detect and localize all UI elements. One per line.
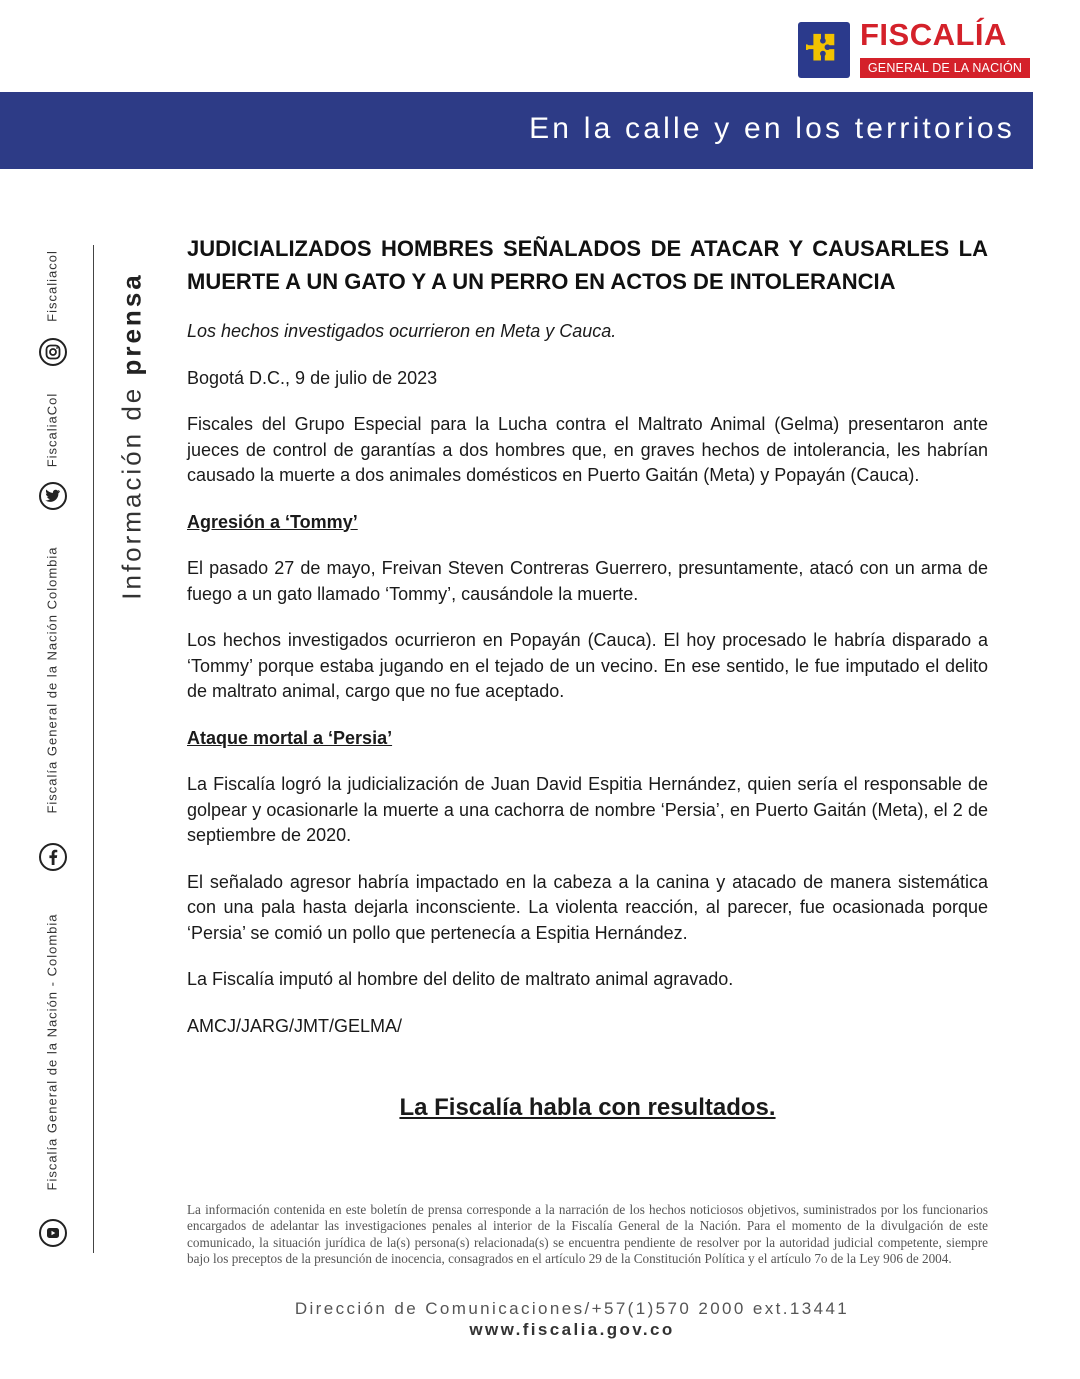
header-banner bbox=[0, 92, 1033, 169]
press-release-body bbox=[187, 232, 988, 1039]
tommy-paragraph-1: El pasado 27 de mayo, Freivan Steven Contreras Guerrero, presuntamente, atacó con un arma de fuego a un gato llamado ‘Tommy’, causándole la muerte. bbox=[187, 558, 988, 604]
sidebar-title-light: Información de bbox=[116, 375, 147, 600]
closing-slogan: La Fiscalía habla con resultados. bbox=[399, 1094, 776, 1121]
intro-paragraph: Fiscales del Grupo Especial para la Lucha contra el Maltrato Animal (Gelma) presentaron ante jueces de control de garantías a dos hombres que, en graves hechos de intolerancia, les habrían causado la muerte a dos animales domésticos en Puerto Gaitán (Meta) y Popayán (Cauca). bbox=[187, 414, 988, 485]
persia-paragraph-1: La Fiscalía logró la judicialización de Juan David Espitia Hernández, quien sería el responsable de golpear y ocasionarle la muerte a una cachorra de nombre ‘Persia’, en Puerto Gaitán (Meta), el 2 de septiembre de 2020. bbox=[187, 774, 988, 845]
tommy-paragraph-2: Los hechos investigados ocurrieron en Popayán (Cauca). El hoy procesado le habría disparado a ‘Tommy’ porque estaba jugando en el tejado de un vecino. En ese sentido, le fue imputado el delito de maltrato animal, cargo que no fue aceptado. bbox=[187, 630, 988, 701]
headline: JUDICIALIZADOS HOMBRES SEÑALADOS DE ATACAR Y CAUSARLES LA MUERTE A UN GATO Y A UN PERRO EN ACTOS DE INTOLERANCIA bbox=[187, 236, 988, 294]
fiscalia-logo bbox=[798, 17, 1034, 80]
instagram-icon[interactable] bbox=[39, 338, 67, 366]
website-link[interactable]: www.fiscalia.gov.co bbox=[469, 1320, 675, 1339]
twitter-handle[interactable]: FiscaliaCol bbox=[44, 392, 60, 468]
contact-line: Dirección de Comunicaciones/+57(1)570 2000 ext.13441 bbox=[294, 1299, 850, 1318]
initials: AMCJ/JARG/JMT/GELMA/ bbox=[187, 1015, 403, 1036]
puzzle-logo-icon bbox=[798, 22, 850, 78]
brand-name: FISCALÍA bbox=[860, 17, 1007, 52]
subtitle: Los hechos investigados ocurrieron en Meta y Cauca. bbox=[187, 321, 617, 341]
facebook-name[interactable]: Fiscalía General de la Nación Colombia bbox=[44, 546, 60, 814]
dateline: Bogotá D.C., 9 de julio de 2023 bbox=[187, 367, 438, 388]
persia-paragraph-3: La Fiscalía imputó al hombre del delito de maltrato animal agravado. bbox=[187, 969, 734, 989]
twitter-icon[interactable] bbox=[39, 482, 67, 510]
youtube-name[interactable]: Fiscalía General de la Nación - Colombia bbox=[44, 913, 60, 1191]
sidebar-divider bbox=[93, 245, 94, 1253]
instagram-handle[interactable]: Fiscaliacol bbox=[44, 250, 60, 322]
slogan: En la calle y en los territorios bbox=[529, 112, 1015, 145]
facebook-icon[interactable] bbox=[39, 843, 67, 871]
legal-disclaimer: La información contenida en este boletín de prensa corresponde a la narración de los hechos noticiosos objetivos, suministrados por los funcionarios encargados de adelantar las investigaciones penales al interior de la Fiscalía General de la Nación. Para el momento de la divulgación de este comunicado, la situación jurídica de la(s) persona(s) relacionada(s) se encuentra pendiente de resolver por la autoridad judicial competente, siempre bajo los preceptos de la presunción de inocencia, consagrados en el artículo 29 de la Constitución Política y el artículo 7o de la Ley 906 de 2004. bbox=[187, 1202, 988, 1266]
brand-subtitle: GENERAL DE LA NACIÓN bbox=[860, 58, 1030, 78]
sidebar-title bbox=[117, 272, 148, 599]
sidebar-title-bold: prensa bbox=[116, 272, 147, 376]
persia-paragraph-2: El señalado agresor habría impactado en la cabeza a la canina y atacado de manera sistemática con una pala hasta dejarla inconsciente. La violenta reacción, al parecer, fue ocasionada porque ‘Persia’ se comió un pollo que pertenecía a Espitia Hernández. bbox=[187, 871, 988, 943]
section-title-persia: Ataque mortal a ‘Persia’ bbox=[187, 727, 393, 748]
section-title-tommy: Agresión a ‘Tommy’ bbox=[187, 511, 358, 532]
youtube-icon[interactable] bbox=[39, 1219, 67, 1247]
